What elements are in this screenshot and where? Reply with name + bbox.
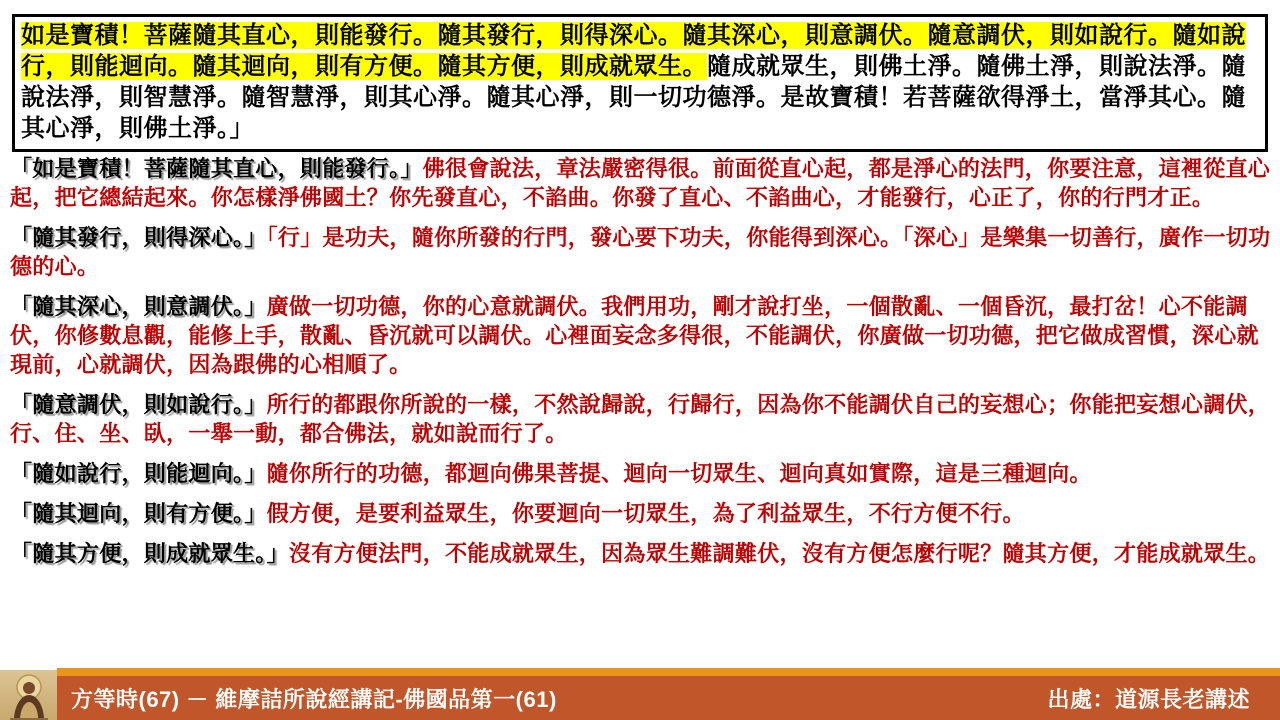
commentary-text: 沒有方便法門，不能成就眾生，因為眾生難調難伏，沒有方便怎麼行呢？隨其方便，才能成就眾生。	[288, 541, 1271, 566]
commentary-text: 「行」是功夫，隨你所發的行門，發心要下功夫，你能得到深心。「深心」是樂集一切善行，廣作一切功德的心。	[10, 225, 1271, 279]
commentary-paragraph	[10, 223, 1272, 281]
commentary-body	[10, 154, 1272, 579]
sutra-quote: 「隨其迴向，則有方便。」	[10, 501, 267, 526]
sutra-quote: 「隨意調伏，則如說行。」	[10, 392, 267, 417]
commentary-paragraph	[10, 292, 1272, 379]
sutra-quote: 「隨其發行，則得深心。」	[10, 225, 267, 250]
sutra-quote: 「如是寶積！菩薩隨其直心，則能發行。」	[10, 156, 423, 181]
commentary-paragraph	[10, 459, 1272, 488]
sutra-plain-text: 隨成就眾生，則佛土淨。隨佛土淨，則說法淨。隨說法淨，則智慧淨。隨智慧淨，則其心淨。隨其心淨，則一切功德淨。是故寶積！若菩薩欲得淨土，當淨其心。隨其心淨，則佛土淨。」	[21, 53, 1246, 142]
source-attribution: 出處：道源長老講述	[1047, 686, 1250, 712]
sutra-highlighted-text: 如是寶積！菩薩隨其直心，則能發行。隨其發行，則得深心。隨其深心，則意調伏。隨意調伏，則如說行。隨如說行，則能迴向。隨其迴向，則有方便。隨其方便，則成就眾生。	[21, 22, 1246, 80]
sutra-text-box	[12, 14, 1268, 152]
sutra-quote: 「隨其深心，則意調伏。」	[10, 294, 267, 319]
commentary-text: 佛很會說法，章法嚴密得很。前面從直心起，都是淨心的法門，你要注意，這裡從直心起，把它總結起來。你怎樣淨佛國土？你先發直心，不諂曲。你發了直心、不諂曲心，才能發行，心正了，你的行門才正。	[10, 156, 1271, 210]
footer-accent-strip	[57, 668, 1280, 676]
sutra-quote: 「隨如說行，則能迴向。」	[10, 461, 267, 486]
commentary-paragraph	[10, 499, 1272, 528]
lecture-title: 方等時(67) － 維摩詰所說經講記-佛國品第一(61)	[71, 686, 557, 712]
commentary-paragraph	[10, 154, 1272, 212]
footer-bar	[0, 668, 1280, 720]
footer-right-section	[57, 668, 1280, 720]
footer-main-bar	[57, 676, 1280, 720]
sutra-quote: 「隨其方便，則成就眾生。」	[10, 541, 289, 566]
commentary-text: 隨你所行的功德，都迴向佛果菩提、迴向一切眾生、迴向真如實際，這是三種迴向。	[266, 461, 1092, 486]
commentary-paragraph	[10, 390, 1272, 448]
buddha-painting-logo-icon	[0, 668, 57, 720]
commentary-text: 所行的都跟你所說的一樣，不然說歸說，行歸行，因為你不能調伏自己的妄想心；你能把妄想心調伏，行、住、坐、臥，一舉一動，都合佛法，就如說而行了。	[10, 392, 1271, 446]
commentary-paragraph	[10, 539, 1272, 568]
commentary-text: 廣做一切功德，你的心意就調伏。我們用功，剛才說打坐，一個散亂、一個昏沉，最打岔！心不能調伏，你修數息觀，能修上手，散亂、昏沉就可以調伏。心裡面妄念多得很，不能調伏，你廣做一切功德，把它做成習慣，深心就現前，心就調伏，因為跟佛的心相順了。	[10, 294, 1259, 377]
commentary-text: 假方便，是要利益眾生，你要迴向一切眾生，為了利益眾生，不行方便不行。	[266, 501, 1025, 526]
